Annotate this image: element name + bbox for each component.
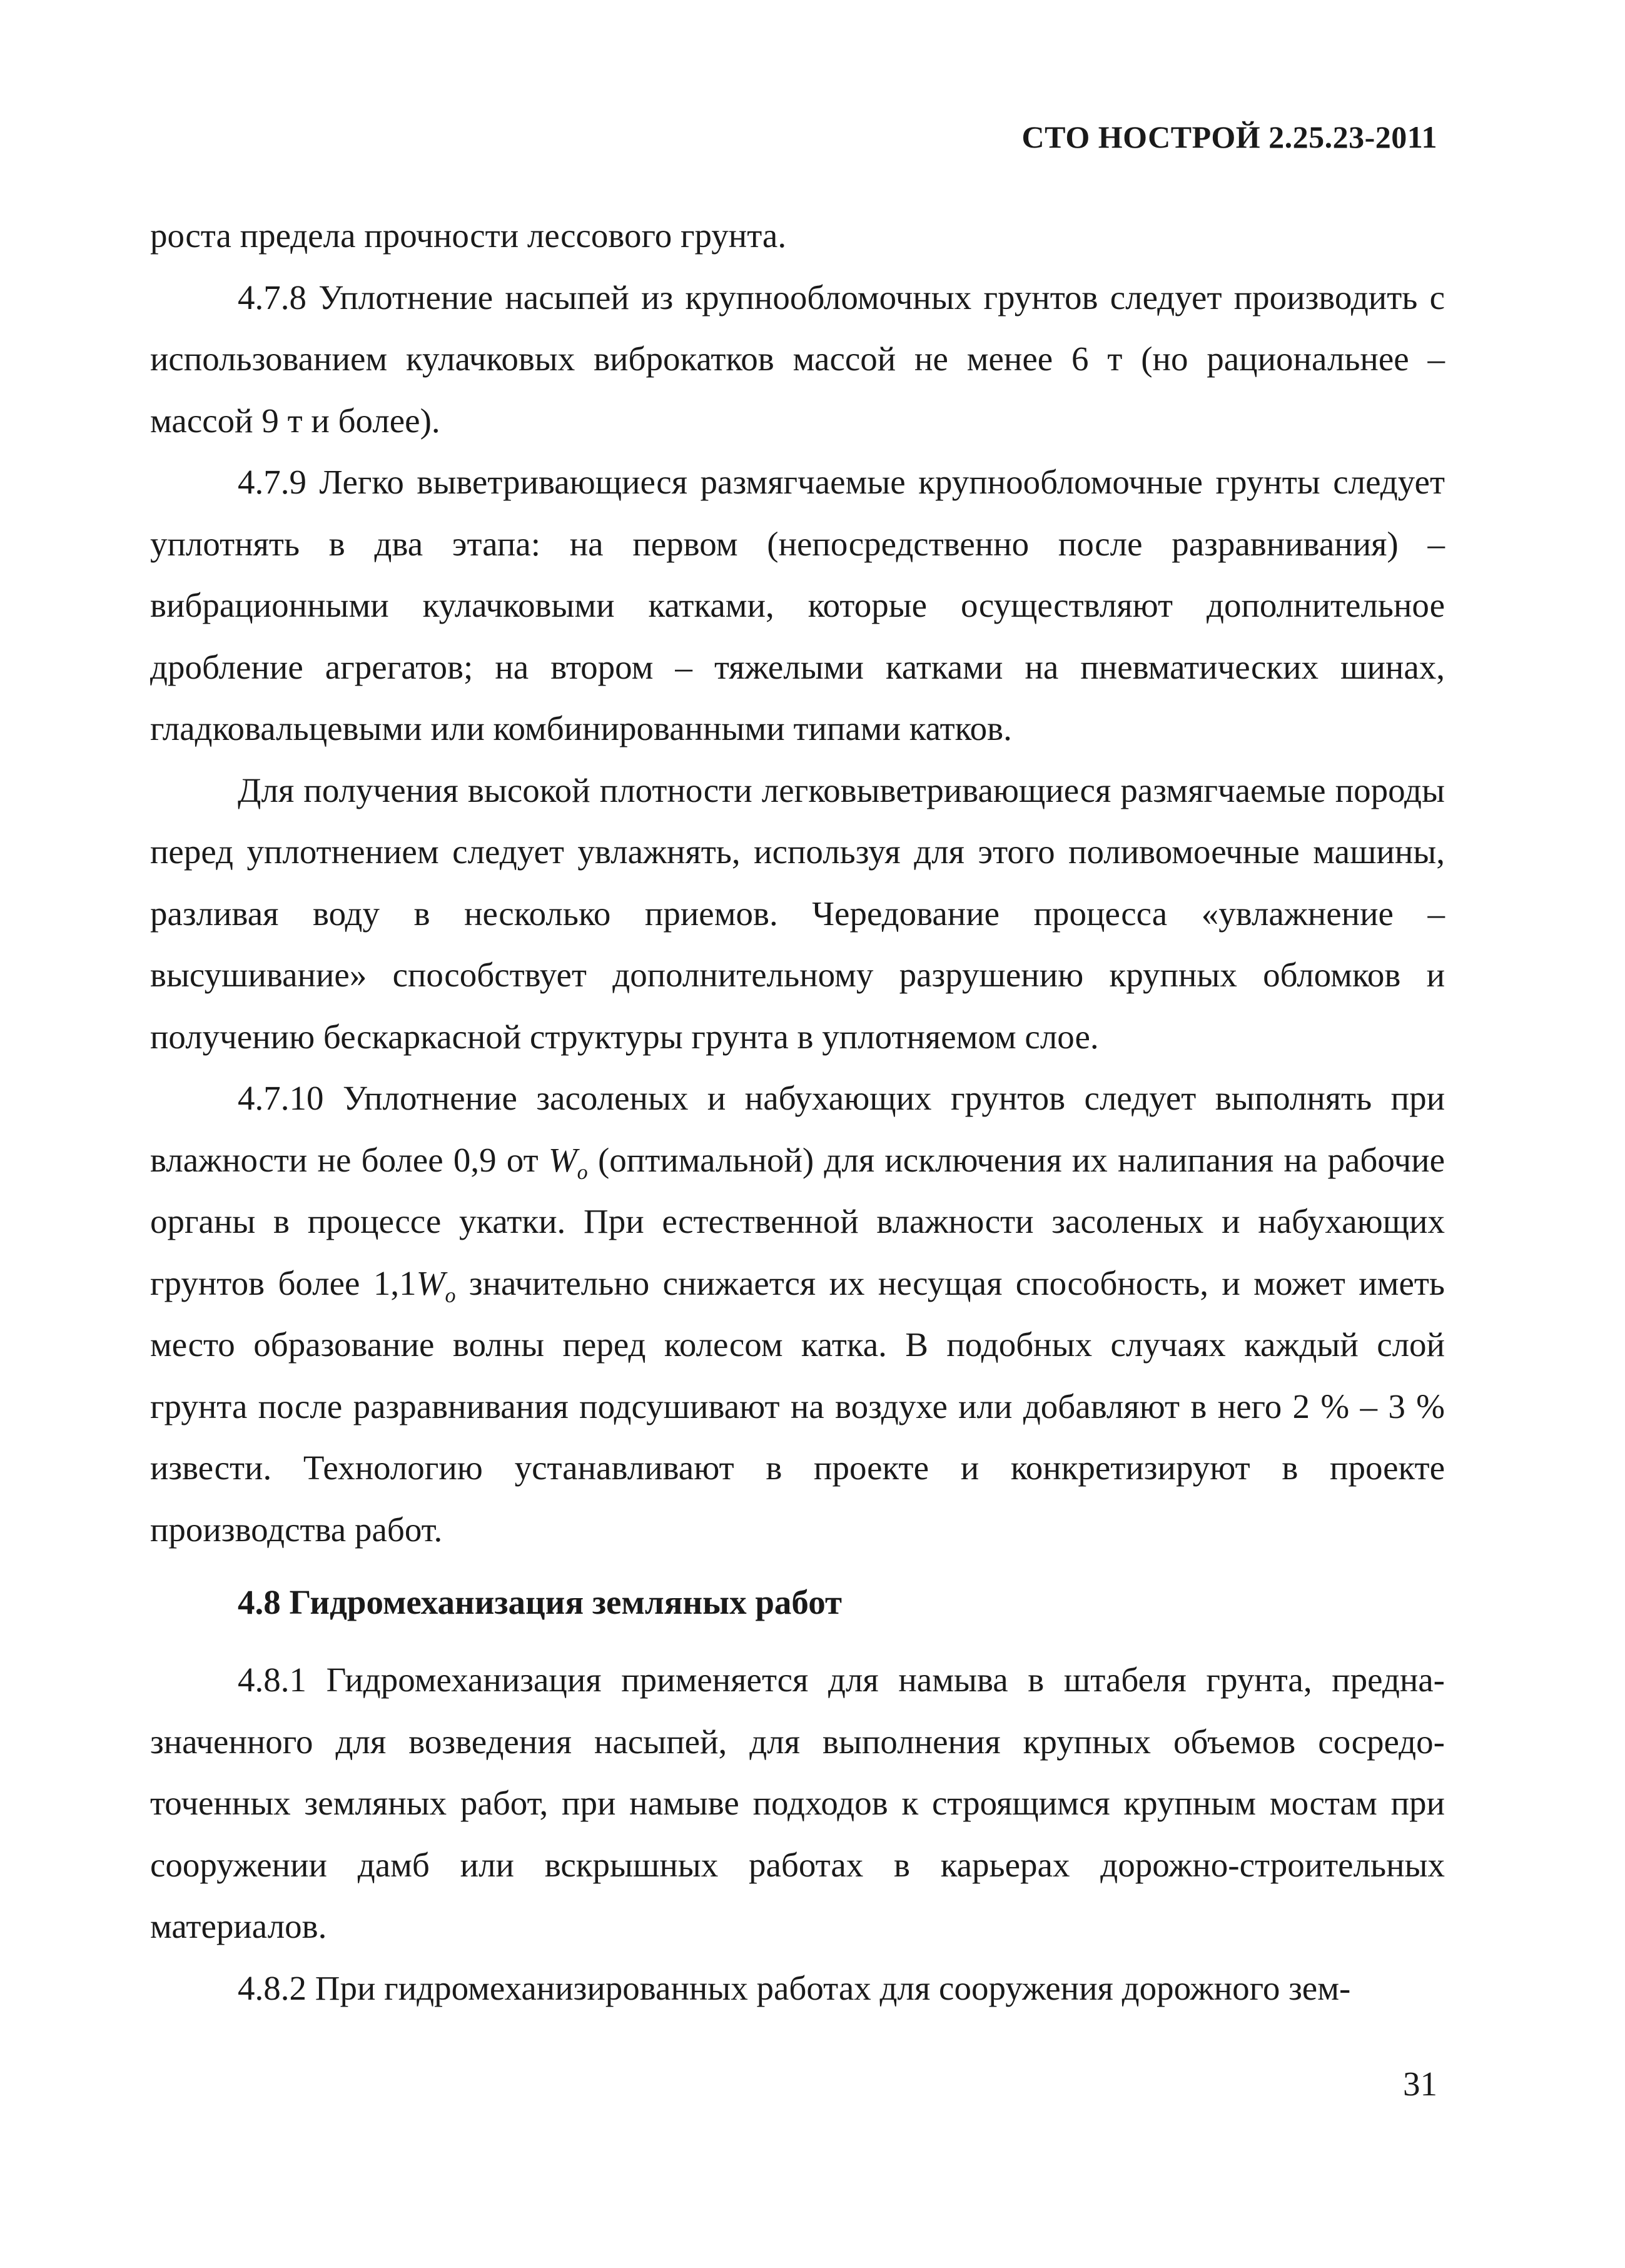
paragraph-4-8-1: 4.8.1 Гидромеханизация применяется для намыва в штабеля грунта, предназначенного для возведения насыпей, для выполнения крупных объемов сосредоточенных земляных работ, при намыве подходов к строящимся крупным мостам при сооружении дамб или вскрышных работах в карьерах дорожно-строительных материалов. <box>150 1661 1445 1945</box>
paragraph-4-7-8: 4.7.8 Уплотнение насыпей из крупнообломочных грунтов следует производить с использованием кулачковых виброкатков массой не менее 6 т (но рациональнее – массой 9 т и более). <box>150 278 1445 440</box>
paragraph-4-8-2: 4.8.2 При гидромеханизированных работах для сооружения дорожного зем- <box>238 1968 1351 2007</box>
paragraph-4-7-10-text-3: значительно снижается их несущая способность, и может иметь место образование волны перед колесом катка. В подобных случаях каждый слой грунта после разравнивания подсушивают на воздухе или добавляют в него 2 % – 3 % извести. Технологию устанавливают в проекте и конкретизируют в проекте производства работ. <box>150 1263 1445 1549</box>
optimal-moisture-symbol <box>548 1140 588 1184</box>
variable-w-subscript: o <box>577 1160 588 1184</box>
page-number: 31 <box>1403 2065 1437 2103</box>
optimal-moisture-symbol <box>416 1263 456 1307</box>
paragraph-4-7-10-text-1: 4.7.10 Уплотнение засоленых и набухающих грунтов следует выполнять при влажности не более 0,9 от <box>150 1079 1445 1179</box>
section-heading-4-8: 4.8 Гидромеханизация земляных работ <box>238 1583 842 1621</box>
document-code-header: СТО НОСТРОЙ 2.25.23-2011 <box>1021 119 1437 154</box>
document-body <box>150 205 1445 2019</box>
paragraph-4-7-10-text-2: (оптимальной) для исключения их налипания на рабочие органы в процессе укатки. При естественной влажности засоленых и набухающих грунтов более 1,1 <box>150 1140 1445 1302</box>
variable-w: W <box>416 1263 445 1302</box>
paragraph-continuation: роста предела прочности лессового грунта. <box>150 216 787 255</box>
variable-w-subscript: o <box>445 1283 456 1307</box>
paragraph-moistening: Для получения высокой плотности легковыветривающиеся размягчаемые породы перед уплотнением следует увлажнять, используя для этого поливомоечные машины, разливая воду в несколько приемов. Чередование процесса «увлажнение – высушивание» способствует дополнительному разрушению крупных обломков и получению бескаркасной структуры грунта в уплотняемом слое. <box>150 771 1445 1056</box>
paragraph-4-7-9: 4.7.9 Легко выветривающиеся размягчаемые крупнообломочные грунты следует уплотнять в два этапа: на первом (непосредственно после разравнивания) – вибрационными кулачковыми катками, которые осуществляют дополнительное дробление агрегатов; на втором – тяжелыми катками на пневматических шинах, гладковальцевыми или комбинированными типами катков. <box>150 463 1445 747</box>
paragraph-4-7-10 <box>150 1068 1445 1561</box>
variable-w: W <box>548 1140 577 1179</box>
